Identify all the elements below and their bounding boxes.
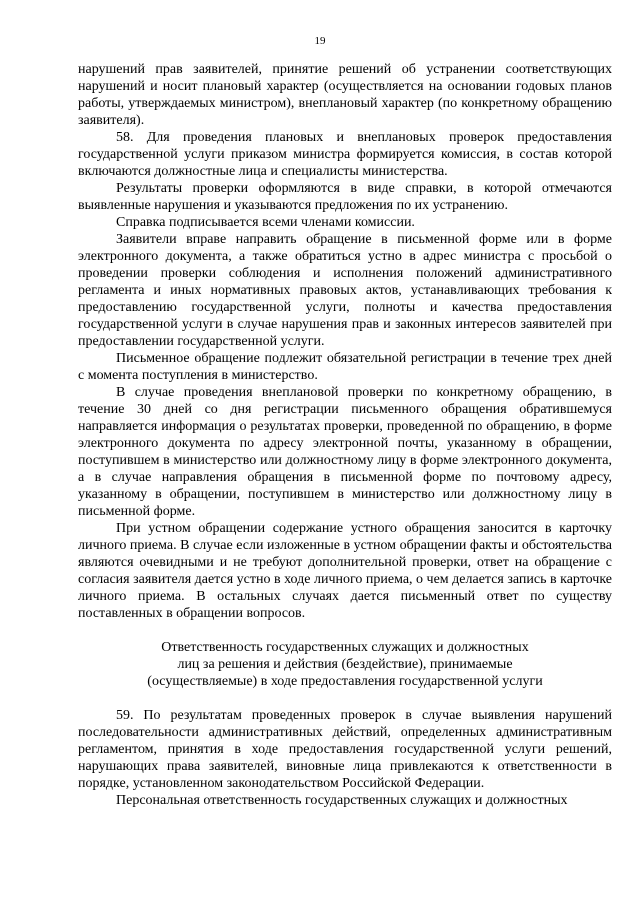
section-heading-line-3: (осуществляемые) в ходе предоставления государственной услуги <box>147 674 543 689</box>
page-number: 19 <box>314 35 326 47</box>
paragraph-continuation: нарушений прав заявителей, принятие решений об устранении соответствующих нарушений и носит плановый характер (осуществляется на основании годовых планов работы, утверждаемых министром), внеплановый характер (по конкретному обращению заявителя). <box>78 62 612 128</box>
paragraph-58: 58. Для проведения плановых и внеплановых проверок предоставления государственной услуги приказом министра формируется комиссия, в состав которой включаются должностные лица и специалисты министерства. <box>78 130 612 179</box>
paragraph-registration: Письменное обращение подлежит обязательной регистрации в течение трех дней с момента поступления в министерство. <box>78 351 612 383</box>
paragraph-certificate-signing: Справка подписывается всеми членами комиссии. <box>116 215 415 230</box>
paragraph-unscheduled-check: В случае проведения внеплановой проверки по конкретному обращению, в течение 30 дней со дня регистрации письменного обращения обратившемуся направляется информация о результатах проверки, проведенной по обращению, в форме электронного документа по адресу электронной почты, указанному в обращении, поступившем в министерство или должностному лицу в форме электронного документа, а в случае направления обращения в письменной форме по почтовому адресу, указанному в обращении, поступившем в министерство или должностному лицу в письменной форме. <box>78 385 612 519</box>
paragraph-personal-responsibility: Персональная ответственность государственных служащих и должностных <box>116 793 568 808</box>
paragraph-oral-appeal: При устном обращении содержание устного обращения заносится в карточку личного приема. В случае если изложенные в устном обращении факты и обстоятельства являются очевидными и не требуют дополнительной проверки, ответ на обращение с согласия заявителя дается устно в ходе личного приема, о чем делается запись в карточке личного приема. В остальных случаях дается письменный ответ по существу поставленных в обращении вопросов. <box>78 521 613 621</box>
section-heading-line-2: лиц за решения и действия (бездействие), принимаемые <box>177 657 513 672</box>
section-heading-line-1: Ответственность государственных служащих и должностных <box>161 640 529 655</box>
paragraph-applicant-rights: Заявители вправе направить обращение в письменной форме или в форме электронного документа, а также обратиться устно в адрес министра с просьбой о проведении проверки соблюдения и исполнения положений административного регламента и иных нормативных правовых актов, устанавливающих требования к предоставлению государственной услуги, полноты и качества предоставления государственной услуги в случае нарушения прав и законных интересов заявителей при предоставлении государственной услуги. <box>78 232 612 349</box>
paragraph-check-results: Результаты проверки оформляются в виде справки, в которой отмечаются выявленные нарушения и указываются предложения по их устранению. <box>78 181 612 213</box>
paragraph-59: 59. По результатам проведенных проверок в случае выявления нарушений последовательности административных действий, определенных административным регламентом, принятия в ходе предоставления государственной услуги решений, нарушающих права заявителей, виновные лица привлекаются к ответственности в порядке, установленном законодательством Российской Федерации. <box>78 708 612 791</box>
document-body <box>78 61 612 809</box>
section-heading <box>78 639 612 690</box>
